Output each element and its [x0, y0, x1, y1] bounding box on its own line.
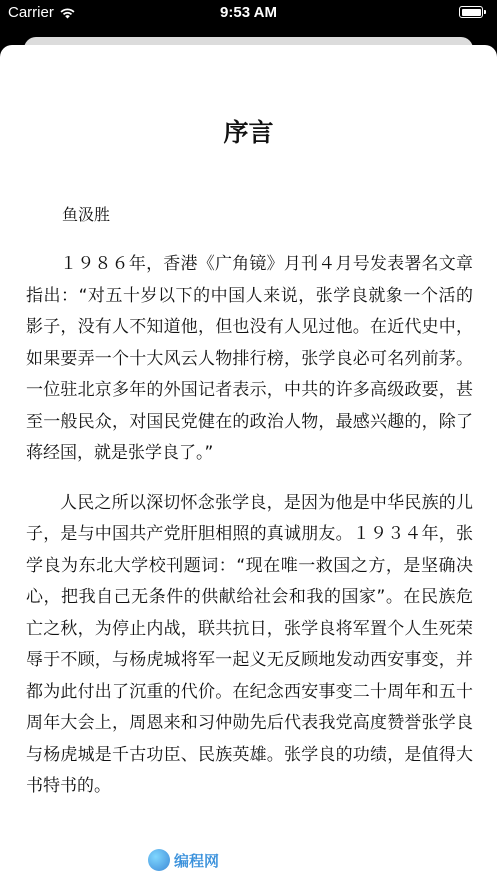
battery-icon: [459, 6, 483, 18]
content-sheet[interactable]: [0, 45, 497, 895]
article-paragraph-2: 人民之所以深切怀念张学良，是因为他是中华民族的儿子，是与中国共产党肝胆相照的真诚朋友。１９３４年，张学良为东北大学校刊题词：“现在唯一救国之方，是坚确决心，把我自己无条件的供献给社会和我的国家”。在民族危亡之秋，为停止内战，联共抗日，张学良将军置个人生死荣辱于不顾，与杨虎城将军一起义无反顾地发动西安事变，并都为此付出了沉重的代价。在纪念西安事变二十周年和五十周年大会上，周恩来和习仲勋先后代表我党高度赞誉张学良与杨虎城是千古功臣、民族英雄。张学良的功绩，是值得大书特书的。: [26, 492, 473, 796]
page-title: 序言: [223, 118, 274, 147]
watermark-text: 编程网: [174, 851, 220, 870]
author-name: 鱼汲胜: [62, 205, 111, 224]
watermark: [148, 849, 219, 871]
watermark-logo-icon: [148, 849, 170, 871]
status-time: 9:53 AM: [220, 4, 277, 21]
article-paragraph-1: １９８６年，香港《广角镜》月刊４月号发表署名文章指出：“对五十岁以下的中国人来说，张学良就象一个活的影子，没有人不知道他，但也没有人见过他。在近代史中，如果要弄一个十大风云人物排行榜，张学良必可名列前茅。一位驻北京多年的外国记者表示，中共的许多高级政要，甚至一般民众，对国民党健在的政治人物，最感兴趣的，除了蒋经国，就是张学良了。”: [26, 254, 473, 463]
status-bar: [0, 0, 497, 28]
carrier-label: Carrier: [8, 4, 54, 21]
article-body: [26, 249, 473, 821]
